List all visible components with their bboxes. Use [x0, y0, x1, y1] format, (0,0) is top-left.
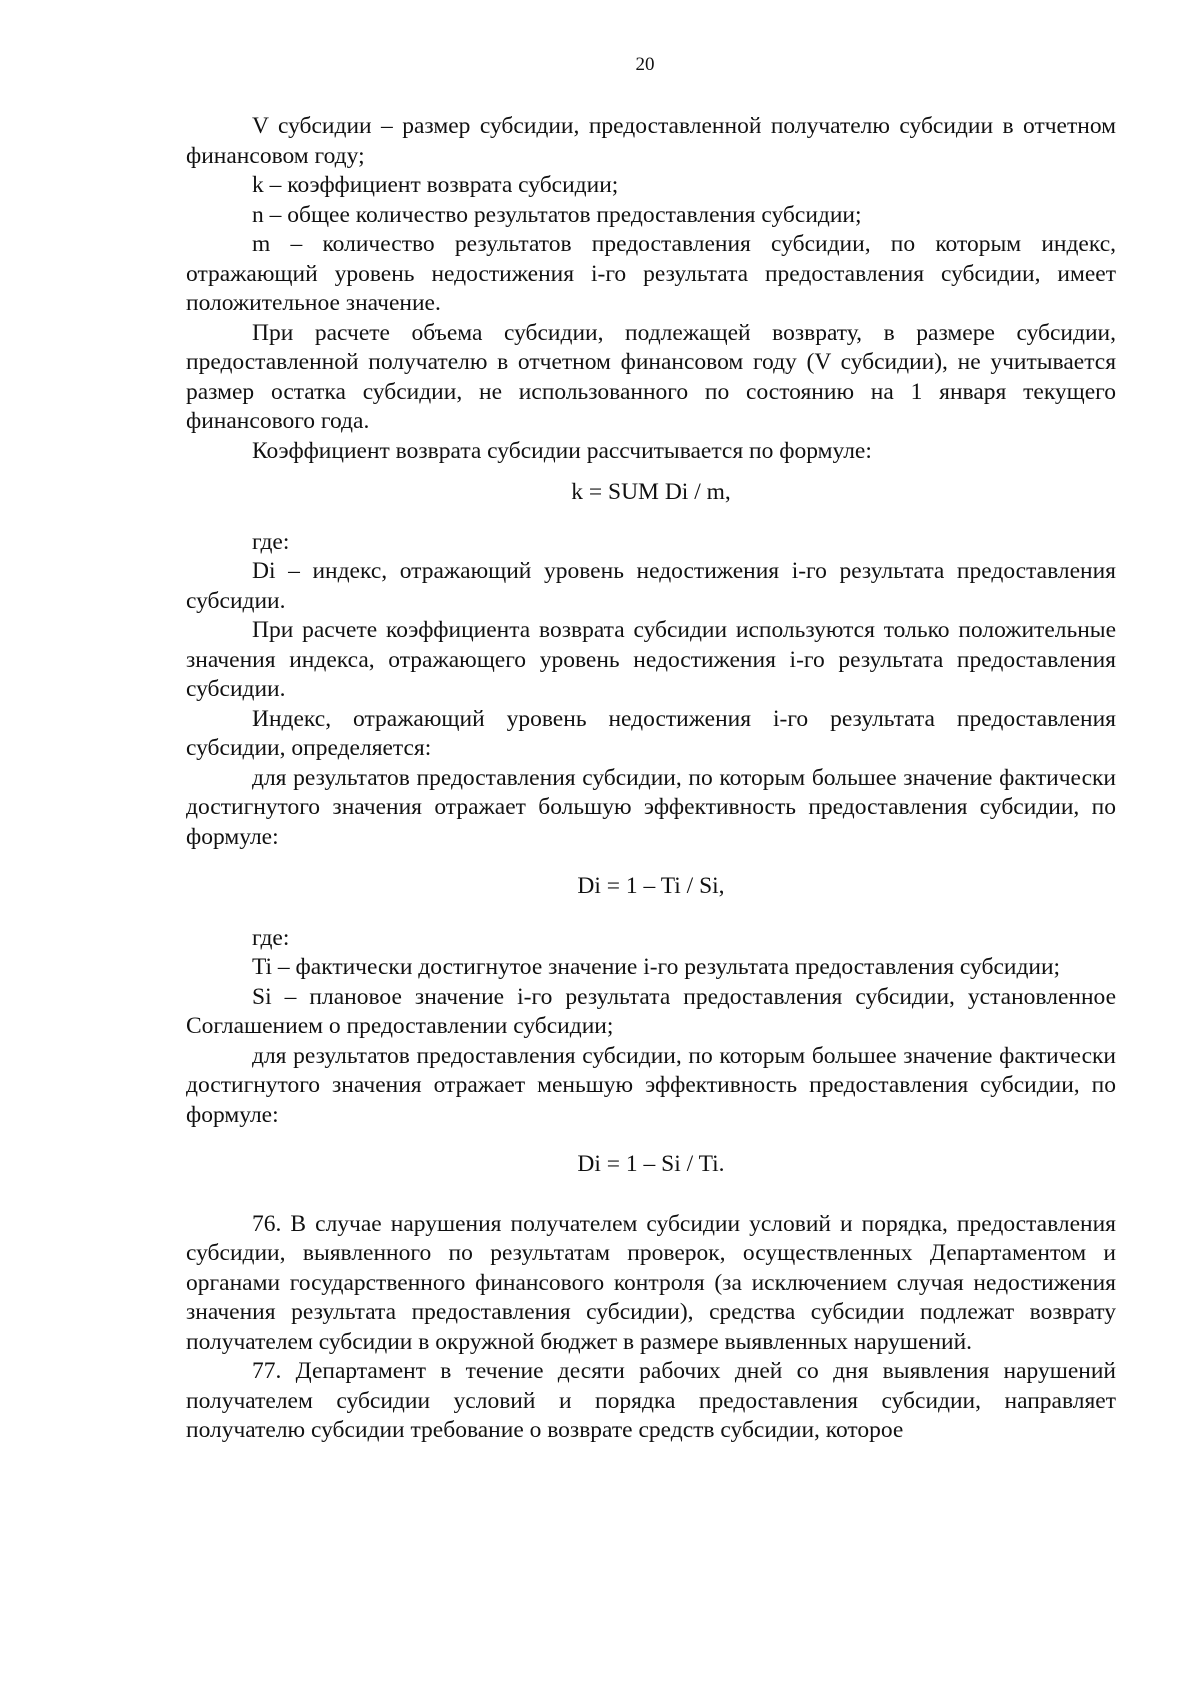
- paragraph-clause-76: 76. В случае нарушения получателем субсидии условий и порядка, предоставления субсидии, выявленного по результатам проверок, осуществленных Департаментом и органами государственного финансового контроля (за исключением случая недостижения значения результата предоставления субсидии), средства субсидии подлежат возврату получателем субсидии в окружной бюджет в размере выявленных нарушений.: [186, 1210, 1116, 1355]
- paragraph-lesser-efficiency: для результатов предоставления субсидии, по которым большее значение фактически достигнутого значения отражает меньшую эффективность предоставления субсидии, по формуле:: [186, 1042, 1116, 1128]
- document-body: [186, 112, 1116, 1446]
- paragraph-where-1: где:: [252, 528, 290, 555]
- paragraph-v-subsidy: V субсидии – размер субсидии, предоставленной получателю субсидии в отчетном финансовом году;: [186, 113, 1116, 169]
- paragraph-calculation-note: При расчете объема субсидии, подлежащей возврату, в размере субсидии, предоставленной получателю в отчетном финансовом году (V субсидии), не учитывается размер остатка субсидии, не использованного по состоянию на 1 января текущего финансового года.: [186, 319, 1116, 434]
- paragraph-coefficient-intro: Коэффициент возврата субсидии рассчитывается по формуле:: [252, 437, 872, 464]
- formula-k: k = SUM Di / m,: [571, 479, 731, 505]
- paragraph-si-definition: Si – плановое значение i-го результата предоставления субсидии, установленное Соглашением о предоставлении субсидии;: [186, 983, 1116, 1039]
- formula-di-1: Di = 1 – Ti / Si,: [577, 873, 725, 899]
- paragraph-di-definition: Di – индекс, отражающий уровень недостижения i-го результата предоставления субсидии.: [186, 558, 1116, 614]
- paragraph-where-2: где:: [252, 924, 290, 951]
- paragraph-ti-definition: Ti – фактически достигнутое значение i-го результата предоставления субсидии;: [252, 954, 1061, 980]
- paragraph-m-definition: m – количество результатов предоставления субсидии, по которым индекс, отражающий уровень недостижения i-го результата предоставления субсидии, имеет положительное значение.: [186, 231, 1116, 316]
- page-number: 20: [635, 54, 655, 75]
- formula-di-2: Di = 1 – Si / Ti.: [577, 1151, 725, 1177]
- paragraph-index-determined: Индекс, отражающий уровень недостижения i-го результата предоставления субсидии, определяется:: [186, 705, 1116, 761]
- paragraph-clause-77: 77. Департамент в течение десяти рабочих дней со дня выявления нарушений получателем субсидии условий и порядка предоставления субсидии, направляет получателю субсидии требование о возврате средств субсидии, которое: [186, 1358, 1116, 1443]
- paragraph-positive-values: При расчете коэффициента возврата субсидии используются только положительные значения индекса, отражающего уровень недостижения i-го результата предоставления субсидии.: [186, 617, 1116, 702]
- paragraph-n-definition: n – общее количество результатов предоставления субсидии;: [252, 201, 862, 228]
- paragraph-k-definition: k – коэффициент возврата субсидии;: [252, 172, 619, 198]
- paragraph-greater-efficiency: для результатов предоставления субсидии, по которым большее значение фактически достигнутого значения отражает большую эффективность предоставления субсидии, по формуле:: [186, 764, 1116, 850]
